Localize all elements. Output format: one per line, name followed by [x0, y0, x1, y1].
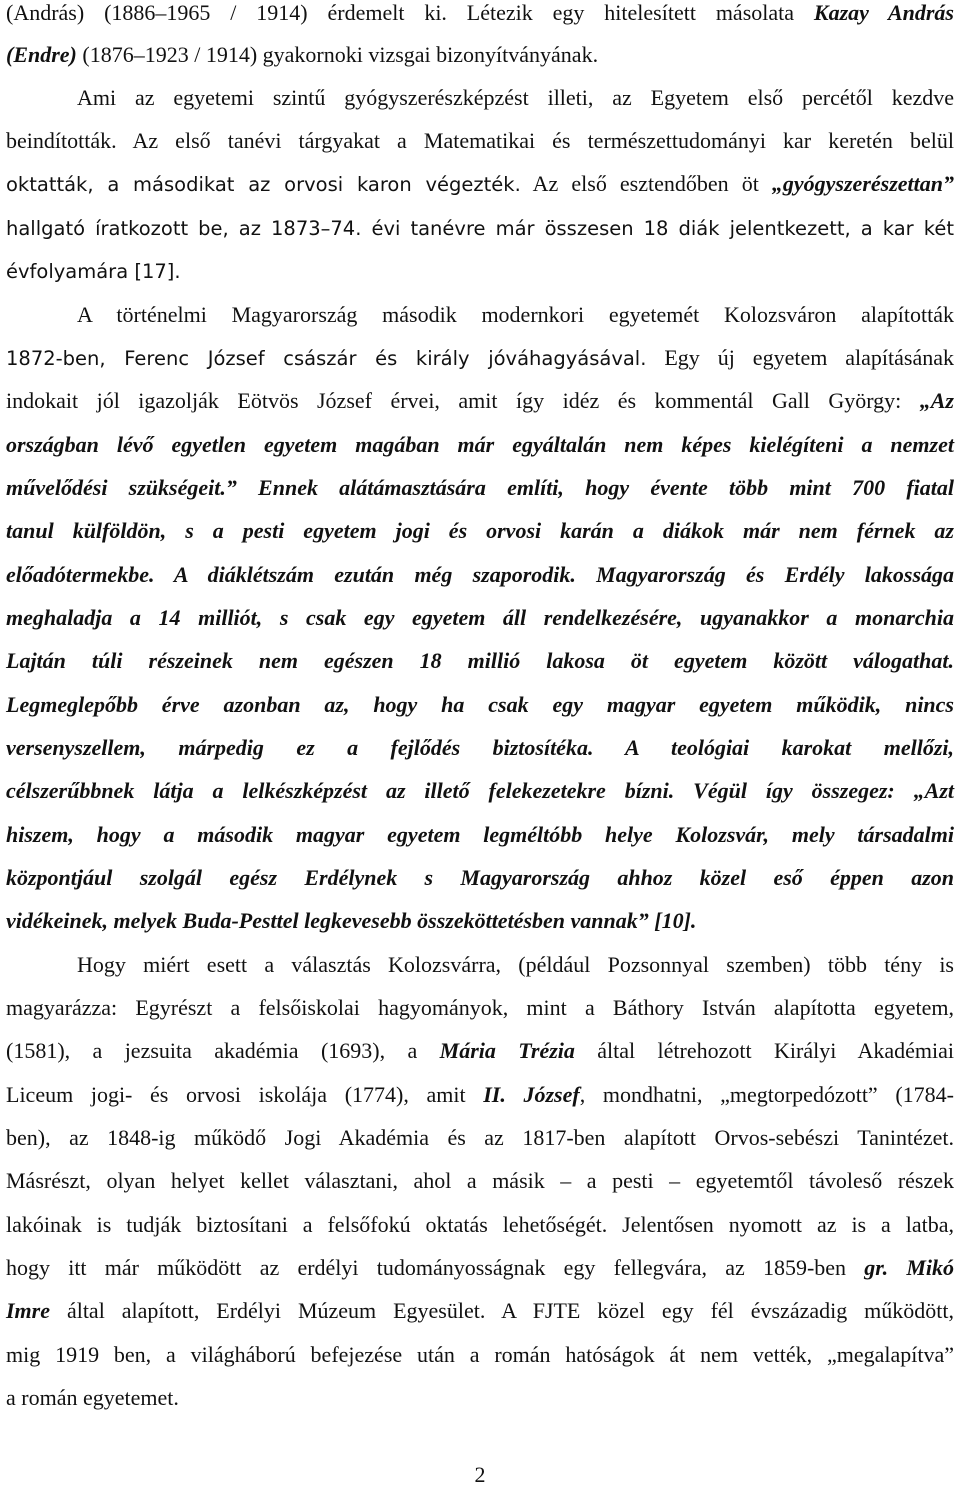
text-line — [6, 1340, 954, 1370]
text-segment: (András) (1886–1965 / 1914) érdemelt ki. Létezik egy hitelesített másolata — [6, 0, 814, 25]
text-segment: Egy új egyetem alapításának — [646, 345, 954, 370]
text-line — [6, 1166, 954, 1196]
text-segment: Ami az egyetemi szintű gyógyszerészképzést illeti, az Egyetem első percétől kezdve — [77, 85, 954, 110]
text-segment: által létrehozott Királyi Akadémiai — [574, 1038, 954, 1063]
text-segment: Imre — [6, 1298, 50, 1323]
text-line — [6, 213, 954, 244]
text-line — [6, 126, 954, 156]
text-line — [6, 863, 954, 893]
text-segment: 1872-ben, Ferenc József császár és király jóváhagyásával. — [6, 347, 647, 370]
text-segment: (Endre) — [6, 42, 77, 67]
text-segment: vidékeinek, melyek Buda-Pesttel legkevesebb összeköttetésben vannak” [10]. — [6, 908, 697, 933]
text-segment: Hogy miért esett a választás Kolozsvárra, (például Pozsonnyal szemben) több tény is — [77, 952, 954, 977]
text-line — [6, 603, 954, 633]
text-segment: magyarázza: Egyrészt a felsőiskolai hagyományok, mint a Báthory István alapította egyetem, — [6, 995, 954, 1020]
text-segment: ben), az 1848-ig működő Jogi Akadémia és az 1817-ben alapított Orvos-sebészi Tanintézet. — [6, 1125, 954, 1150]
text-segment: (1876–1923 / 1914) gyakornoki vizsgai bizonyítványának. — [76, 42, 599, 67]
text-line — [6, 1036, 954, 1066]
text-line — [77, 950, 954, 980]
text-line — [6, 1383, 954, 1413]
text-line — [6, 906, 954, 936]
text-segment: Kazay András — [813, 0, 954, 25]
text-segment: Liceum jogi- és orvosi iskolája (1774), amit — [6, 1082, 484, 1107]
text-segment: Ennek alátámasztására említi, hogy évente több mint 700 fiatal — [236, 475, 954, 500]
text-segment: hallgató íratkozott be, az 1873–74. évi tanévre már összesen 18 diák jelentkezett, a kar két — [6, 217, 954, 240]
text-segment: célszerűbbnek látja a lelkészképzést az illető felekezetekre bízni. Végül így összegez: „Azt — [6, 778, 954, 803]
text-segment: Az első esztendőben öt — [520, 171, 772, 196]
text-segment: versenyszellem, márpedig ez a fejlődés biztosítéka. A teológiai karokat mellőzi, — [6, 735, 954, 760]
text-segment: beindították. Az első tanévi tárgyakat a Matematikai és természettudományi kar keretén belül — [6, 128, 954, 153]
text-line — [6, 1123, 954, 1153]
text-line — [6, 993, 954, 1023]
text-line — [6, 560, 954, 590]
text-line — [6, 1080, 954, 1110]
text-segment: Mária Trézia — [439, 1038, 575, 1063]
text-segment: meghaladja a 14 milliót, s csak egy egyetem áll rendelkezésére, ugyanakkor a monarchia — [6, 605, 954, 630]
text-line — [77, 83, 954, 113]
text-line — [6, 0, 954, 28]
text-segment: előadótermekbe. A diáklétszám ezután még szaporodik. Magyarország és Erdély lakossága — [6, 562, 954, 587]
text-line — [6, 256, 954, 287]
text-line — [77, 300, 954, 330]
text-line — [6, 733, 954, 763]
text-segment: művelődési szükségeit.” — [6, 475, 237, 500]
text-segment: hogy itt már működött az erdélyi tudományosságnak egy fellegvára, az 1859-ben — [6, 1255, 865, 1280]
text-line — [6, 169, 954, 200]
text-segment: lakóinak is tudják biztosítani a felsőfokú oktatás lehetőségét. Jelentősen nyomott az is a latba, — [6, 1212, 954, 1237]
text-segment: hiszem, hogy a második magyar egyetem legméltóbb helye Kolozsvár, mely társadalmi — [6, 822, 954, 847]
text-segment: indokait jól igazolják Eötvös József érvei, amit így idéz és kommentál Gall György: — [6, 388, 920, 413]
text-segment: „Az — [919, 388, 954, 413]
text-segment: , mondhatni, „megtorpedózott” (1784- — [579, 1082, 954, 1107]
text-line — [6, 646, 954, 676]
text-segment: mig 1919 ben, a világháború befejezése után a román hatóságok át nem vették, „megalapítva” — [6, 1342, 954, 1367]
text-segment: évfolyamára [17]. — [6, 260, 181, 283]
text-line — [6, 690, 954, 720]
text-line — [6, 430, 954, 460]
page-number: 2 — [474, 1462, 486, 1487]
text-segment: Másrészt, olyan helyet kellet választani, ahol a másik – a pesti – egyetemtől távoleső részek — [6, 1168, 954, 1193]
text-segment: központjául szolgál egész Erdélynek s Magyarország ahhoz közel eső éppen azon — [6, 865, 954, 890]
text-segment: (1581), a jezsuita akadémia (1693), a — [6, 1038, 440, 1063]
text-line — [6, 516, 954, 546]
text-line — [6, 1253, 954, 1283]
text-line — [6, 40, 954, 70]
text-line — [6, 473, 954, 503]
text-segment: gr. Mikó — [864, 1255, 954, 1280]
text-segment: oktatták, a másodikat az orvosi karon végezték. — [6, 173, 521, 196]
text-segment: II. József — [483, 1082, 580, 1107]
text-segment: országban lévő egyetlen egyetem magában már egyáltalán nem képes kielégíteni a nemzet — [6, 432, 954, 457]
text-segment: tanul külföldön, s a pesti egyetem jogi és orvosi karán a diákok már nem férnek az — [6, 518, 954, 543]
text-segment: A történelmi Magyarország második modernkori egyetemét Kolozsváron alapították — [77, 302, 954, 327]
text-line — [6, 820, 954, 850]
text-line — [6, 386, 954, 416]
text-segment: Legmeglepőbb érve azonban az, hogy ha csak egy magyar egyetem működik, nincs — [6, 692, 954, 717]
text-line — [6, 343, 954, 374]
text-segment: „gyógyszerészettan” — [771, 171, 954, 196]
text-segment: Lajtán túli részeinek nem egészen 18 millió lakosa öt egyetem között válogathat. — [6, 648, 954, 673]
text-segment: a román egyetemet. — [6, 1385, 179, 1410]
text-segment: által alapított, Erdélyi Múzeum Egyesület. A FJTE közel egy fél évszázadig működött, — [50, 1298, 954, 1323]
text-line — [6, 776, 954, 806]
text-line — [6, 1296, 954, 1326]
text-line — [6, 1210, 954, 1240]
